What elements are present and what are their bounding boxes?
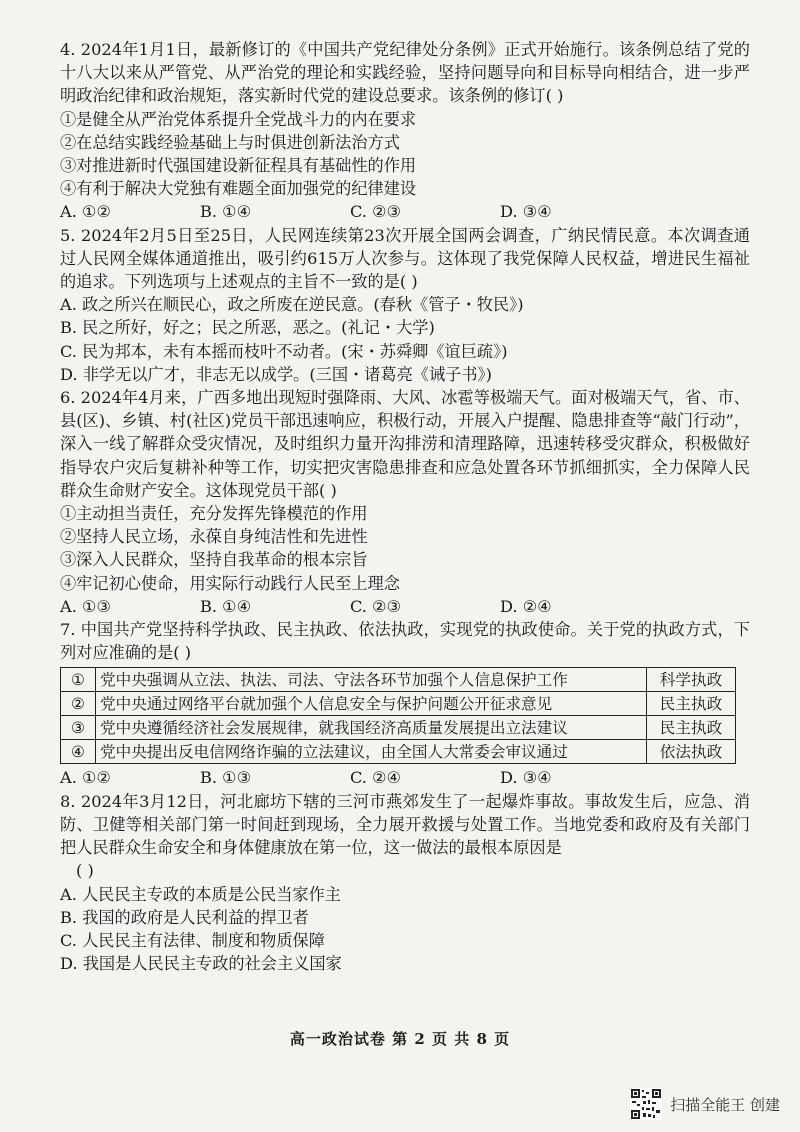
table-row xyxy=(61,740,736,764)
choice-d: D. ②④ xyxy=(500,596,552,616)
question-4 xyxy=(60,38,750,224)
question-7 xyxy=(60,618,750,790)
row-number: ② xyxy=(61,692,96,716)
choice-c: C. ②④ xyxy=(350,768,402,788)
row-answer: 民主执政 xyxy=(647,692,736,716)
question-8-option-d: D. 我国是人民民主专政的社会主义国家 xyxy=(60,954,342,974)
table-row xyxy=(61,716,736,740)
row-text: 党中央提出反电信网络诈骗的立法建议，由全国人大常委会审议通过 xyxy=(96,740,647,764)
table-row xyxy=(61,692,736,716)
row-number: ④ xyxy=(61,740,96,764)
question-4-item-4: ④有利于解决大党独有难题全面加强党的纪律建设 xyxy=(60,179,417,199)
question-4-stem: 4. 2024年1月1日，最新修订的《中国共产党纪律处分条例》正式开始施行。该条例总结了党的十八大以来从严管党、从严治党的理论和实践经验，坚持问题导向和目标导向相结合，进一步严明政治纪律和政治规矩，落实新时代党的建设总要求。该条例的修订( ) xyxy=(60,40,750,106)
question-7-table xyxy=(60,667,736,764)
question-4-choices xyxy=(60,200,750,223)
question-8-blank: ( ) xyxy=(76,861,94,881)
row-number: ① xyxy=(61,668,96,692)
question-6-item-1: ①主动担当责任，充分发挥先锋模范的作用 xyxy=(60,504,368,524)
choice-c: C. ②③ xyxy=(350,596,402,616)
page-footer: 高一政治试卷 第 2 页 共 8 页 xyxy=(289,1030,511,1048)
question-4-item-2: ②在总结实践经验基础上与时俱进创新法治方式 xyxy=(60,132,400,152)
question-8-stem: 8. 2024年3月12日，河北廊坊下辖的三河市燕郊发生了一起爆炸事故。事故发生后，应急、消防、卫健等相关部门第一时间赶到现场，全力展开救援与处置工作。当地党委和政府及有关部门把人民群众生命安全和身体健康放在第一位，这一做法的最根本原因是 xyxy=(60,791,750,858)
question-8-option-b: B. 我国的政府是人民利益的捍卫者 xyxy=(60,907,309,927)
choice-c: C. ②③ xyxy=(350,202,402,222)
row-text: 党中央通过网络平台就加强个人信息安全与保护问题公开征求意见 xyxy=(96,692,647,716)
question-8-option-a: A. 人民民主专政的本质是公民当家作主 xyxy=(60,884,341,904)
question-8-option-c: C. 人民民主有法律、制度和物质保障 xyxy=(60,930,325,950)
row-answer: 科学执政 xyxy=(647,668,736,692)
choice-b: B. ①④ xyxy=(200,596,252,616)
row-text: 党中央遵循经济社会发展规律，就我国经济高质量发展提出立法建议 xyxy=(96,716,647,740)
question-6-item-3: ③深入人民群众，坚持自我革命的根本宗旨 xyxy=(60,550,368,570)
questions xyxy=(60,38,750,975)
question-5-option-d: D. 非学无以广才，非志无以成学。(三国・诸葛亮《诫子书》) xyxy=(60,364,492,384)
question-5-option-c: C. 民为邦本，未有本摇而枝叶不动者。(宋・苏舜卿《谊巨疏》) xyxy=(60,341,508,361)
question-7-choices xyxy=(60,766,750,789)
question-4-item-3: ③对推进新时代强国建设新征程具有基础性的作用 xyxy=(60,156,417,176)
choice-d: D. ③④ xyxy=(500,202,552,222)
question-7-stem: 7. 中国共产党坚持科学执政、民主执政、依法执政，实现党的执政使命。关于党的执政方式，下列对应准确的是( ) xyxy=(60,620,750,663)
choice-d: D. ③④ xyxy=(500,768,552,788)
choice-a: A. ①② xyxy=(60,768,112,788)
question-5-option-a: A. 政之所兴在顺民心，政之所废在逆民意。(春秋《管子・牧民》) xyxy=(60,295,524,315)
row-number: ③ xyxy=(61,716,96,740)
question-8 xyxy=(60,790,750,976)
question-6-item-4: ④牢记初心使命，用实际行动践行人民至上理念 xyxy=(60,573,400,593)
question-6-stem: 6. 2024年4月来，广西多地出现短时强降雨、大风、冰雹等极端天气。面对极端天气，省、市、县(区)、乡镇、村(社区)党员干部迅速响应，积极行动，开展入户提醒、隐患排查等“敲门行动”，深入一线了解群众受灾情况，及时组织力量开沟排涝和清理路障，迅速转移受灾群众，积极做好指导农户灾后复耕补种等工作，切实把灾害隐患排查和应急处置各环节抓细抓实，全力保障人民群众生命财产安全。这体现党员干部( ) xyxy=(60,388,750,500)
table-row xyxy=(61,668,736,692)
choice-b: B. ①④ xyxy=(200,202,252,222)
question-4-item-1: ①是健全从严治党体系提升全党战斗力的内在要求 xyxy=(60,109,417,129)
scanner-label: 扫描全能王 创建 xyxy=(670,1095,780,1114)
choice-b: B. ①③ xyxy=(200,768,252,788)
question-6-item-2: ②坚持人民立场，永葆自身纯洁性和先进性 xyxy=(60,527,368,547)
question-5-option-b: B. 民之所好，好之；民之所恶，恶之。(礼记・大学) xyxy=(60,318,435,338)
choice-a: A. ①② xyxy=(60,202,112,222)
question-5 xyxy=(60,224,750,386)
question-5-stem: 5. 2024年2月5日至25日，人民网连续第23次开展全国两会调查，广纳民情民意。本次调查通过人民网全媒体通道推出，吸引约615万人次参与。这体现了我党保障人民权益，增进民生福祉的追求。下列选项与上述观点的主旨不一致的是( ) xyxy=(60,225,750,292)
question-6-choices xyxy=(60,595,750,618)
scanner-watermark xyxy=(630,1088,780,1120)
question-6 xyxy=(60,386,750,618)
choice-a: A. ①③ xyxy=(60,596,112,616)
row-text: 党中央强调从立法、执法、司法、守法各环节加强个人信息保护工作 xyxy=(96,668,647,692)
row-answer: 依法执政 xyxy=(647,740,736,764)
qr-code-icon xyxy=(630,1088,662,1120)
row-answer: 民主执政 xyxy=(647,716,736,740)
